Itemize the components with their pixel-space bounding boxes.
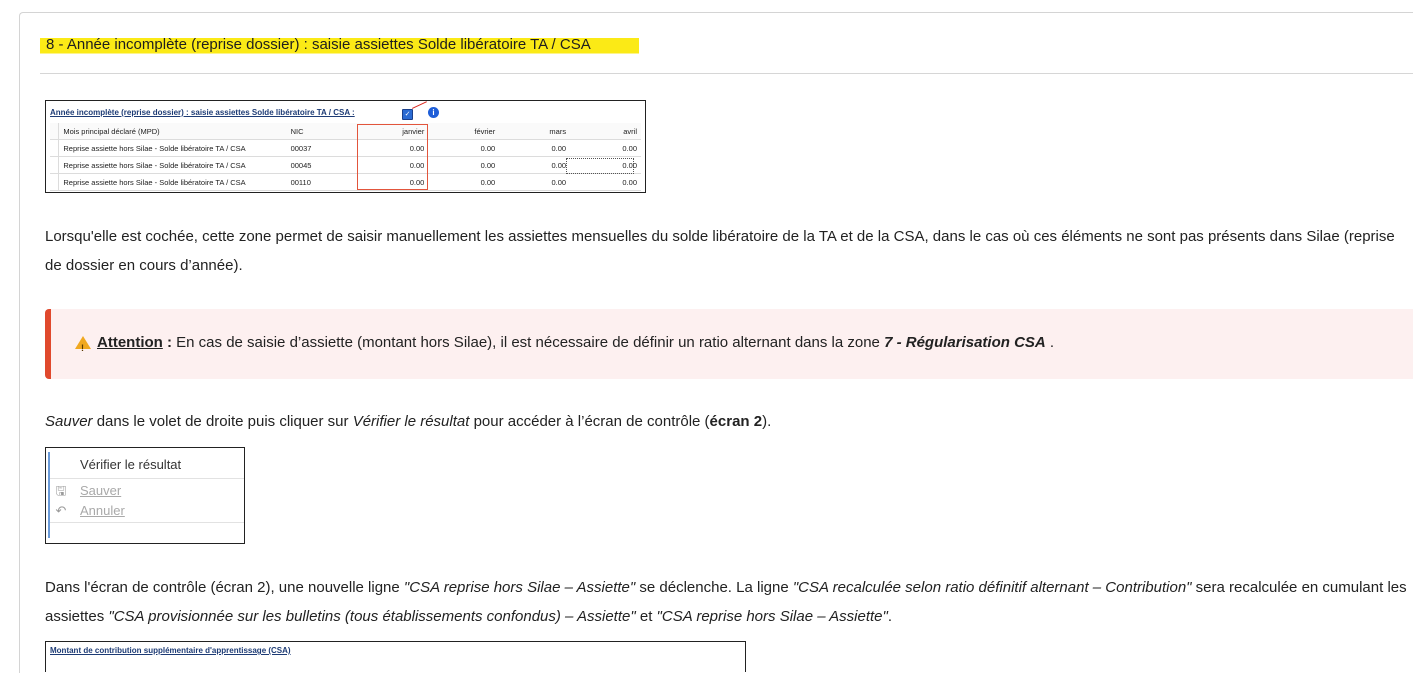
table-cell-input[interactable]: 0.00 [428,140,499,157]
checkbox-checked-icon[interactable]: ✓ [402,109,413,120]
table-cell-input[interactable]: 0.00 [570,140,641,157]
attention-label: Attention [97,334,163,351]
column-header: mars [499,123,570,140]
table-cell-input[interactable]: 0.00 [357,157,428,174]
menu-divider [50,522,244,523]
paragraph-line: assiettes "CSA provisionnée sur les bulletins (tous établissements confondus) – Assiette" et "CSA reprise hors Silae – Assiette". [45,608,893,625]
screenshot-assiettes-grid [45,100,646,193]
floppy-disk-icon: 🖫 [55,483,67,498]
warning-icon [75,336,91,349]
menu-divider [50,478,244,479]
sauver-term: Sauver [45,413,93,430]
attention-end: . [1045,334,1055,351]
column-header: Mois principal déclaré (MPD) [59,123,287,140]
table-cell-input[interactable]: 0.00 [428,174,499,191]
column-header: NIC [287,123,358,140]
table-cell: 00110 [287,174,358,191]
table-cell-input[interactable]: 0.00 [499,140,570,157]
table-cell: Reprise assiette hors Silae - Solde libératoire TA / CSA [59,157,287,174]
attention-colon: : [162,334,177,351]
focused-cell-outline [566,158,634,174]
table-row [50,174,641,191]
title-divider [40,73,1413,74]
table-cell: 00037 [287,140,358,157]
instruction-paragraph: Sauver dans le volet de droite puis cliquer sur Vérifier le résultat pour accéder à l’écran de contrôle (écran 2). [45,413,772,430]
table-cell-input[interactable]: 0.00 [499,174,570,191]
undo-icon: ↶ [55,503,67,518]
zone-reference: 7 - Régularisation CSA [884,334,1046,351]
table-cell-input[interactable]: 0.00 [428,157,499,174]
verifier-term: Vérifier le résultat [352,413,470,430]
ecran-term: écran 2 [709,413,763,430]
table-cell-input[interactable]: 0.00 [357,140,428,157]
column-header: avril [570,123,641,140]
menu-item-annuler[interactable]: ↶ Annuler [55,503,125,518]
table-cell: 00045 [287,157,358,174]
paragraph-line: de dossier en cours d’année). [45,257,243,274]
attention-text: En cas de saisie d’assiette (montant hors Silae), il est nécessaire de définir un ratio alternant dans la zone [176,334,885,351]
screenshot-csa-table [45,641,746,672]
screenshot-action-menu [45,447,245,544]
csa-table-header: Montant de contribution supplémentaire d'apprentissage (CSA) [50,646,291,655]
paragraph-line: Lorsqu'elle est cochée, cette zone permet de saisir manuellement les assiettes mensuelles du solde libératoire de la TA et de la CSA, dans le cas où ces éléments ne sont pas présents dans Silae (reprise [45,228,1395,245]
column-header: janvier [357,123,428,140]
janvier-highlight-frame [357,124,428,190]
info-icon[interactable]: i [428,107,439,118]
attention-callout [45,309,1413,379]
table-cell-input[interactable]: 0.00 [570,157,641,174]
red-arrow-icon [412,101,429,114]
table-cell: Reprise assiette hors Silae - Solde libératoire TA / CSA [59,140,287,157]
table-row [50,157,641,174]
table-cell-input[interactable]: 0.00 [499,157,570,174]
table-header-row [50,123,641,140]
paragraph-line: Dans l'écran de contrôle (écran 2), une nouvelle ligne "CSA reprise hors Silae – Assiette" se déclenche. La ligne "CSA recalculée selon ratio définitif alternant – Contribution" sera recalculée en cumulant les [45,579,1407,596]
table-cell-input[interactable]: 0.00 [570,174,641,191]
table-row [50,140,641,157]
menu-item-verifier[interactable]: Vérifier le résultat [80,457,182,472]
column-header: février [428,123,499,140]
table-cell-input[interactable]: 0.00 [357,174,428,191]
menu-item-sauver[interactable]: 🖫 Sauver [54,482,121,504]
table-cell: Reprise assiette hors Silae - Solde libératoire TA / CSA [59,174,287,191]
section-title: 8 - Année incomplète (reprise dossier) : saisie assiettes Solde libératoire TA / CSA [40,33,639,57]
assiettes-table [50,123,641,191]
grid-header-label: Année incomplète (reprise dossier) : saisie assiettes Solde libératoire TA / CSA : [50,108,355,117]
